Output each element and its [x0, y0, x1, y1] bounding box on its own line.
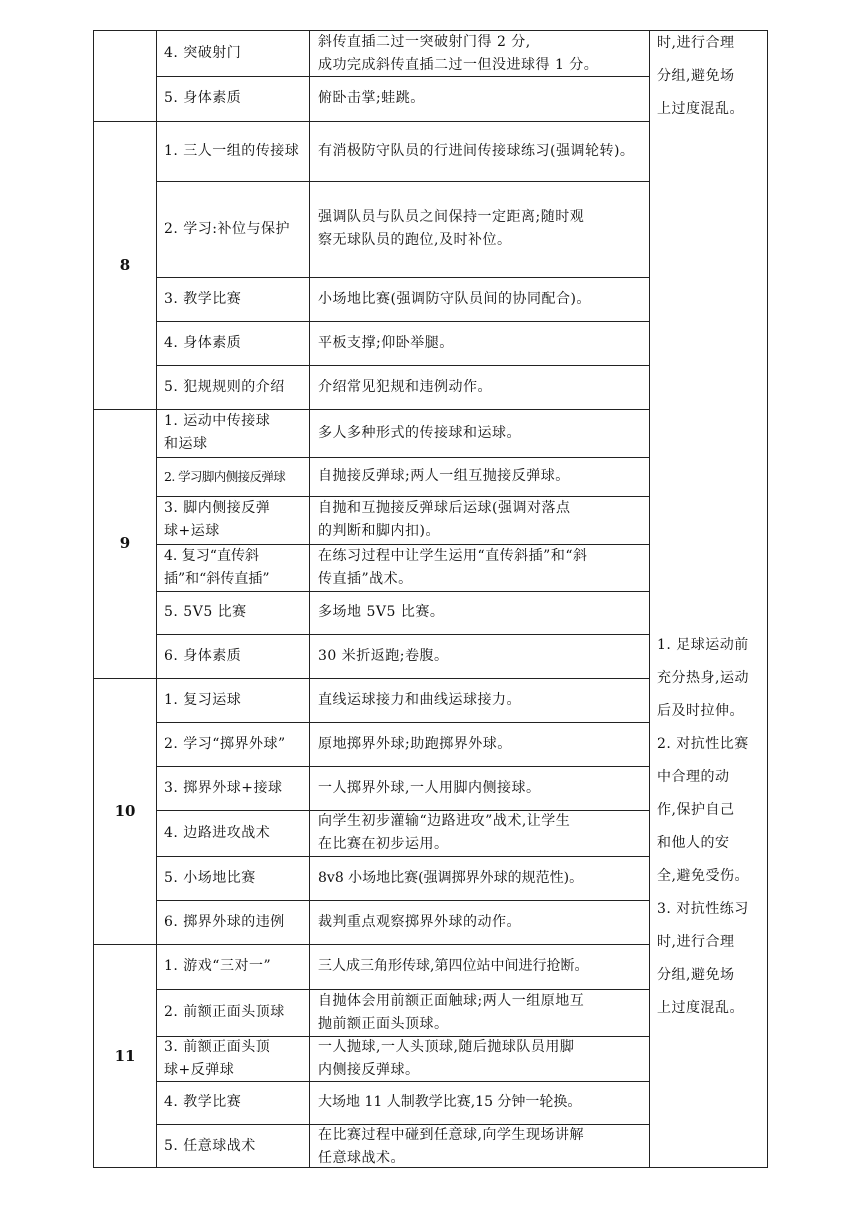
teaching-method-cell: 强调队员与队员之间保持一定距离;随时观 察无球队员的跑位,及时补位。	[318, 209, 585, 248]
teaching-method-cell: 俯卧击掌;蛙跳。	[318, 90, 425, 106]
lesson-number-cell: 8	[119, 255, 131, 274]
teaching-method-cell: 自抛和互抛接反弹球后运球(强调对落点 的判断和脚内扣)。	[318, 500, 571, 539]
teaching-method-cell: 三人成三角形传球,第四位站中间进行抢断。	[318, 958, 589, 974]
teaching-method-cell: 30 米折返跑;卷腹。	[318, 647, 449, 664]
lesson-content-cell: 1. 运动中传接球 和运球	[164, 413, 271, 452]
teaching-method-cell: 自抛体会用前额正面触球;两人一组原地互 抛前额正面头顶球。	[318, 992, 585, 1032]
teaching-method-cell: 裁判重点观察掷界外球的动作。	[318, 913, 521, 930]
lesson-number-cell: 11	[114, 1047, 136, 1065]
teaching-method-cell: 有消极防守队员的行进间传接球练习(强调轮转)。	[318, 142, 635, 159]
teaching-method-cell: 在比赛过程中碰到任意球,向学生现场讲解 任意球战术。	[318, 1126, 584, 1166]
lesson-content-cell: 4. 突破射门	[164, 45, 242, 61]
lesson-content-cell: 5. 任意球战术	[164, 1138, 256, 1154]
lesson-content-cell: 4. 复习“直传斜 插”和“斜传直插”	[164, 547, 270, 587]
lesson-content-cell: 1. 三人一组的传接球	[164, 142, 300, 159]
lesson-content-cell: 3. 脚内侧接反弹 球+运球	[164, 500, 271, 539]
safety-notes: 1. 足球运动前 充分热身,运动 后及时拉伸。 2. 对抗性比赛 中合理的动 作,保护自己 和他人的安 全,避免受伤。 3. 对抗性练习 时,进行合理 分组,避免场 上过度混乱。	[657, 637, 749, 1016]
lesson-content-cell: 4. 边路进攻战术	[164, 824, 271, 841]
teaching-method-cell: 一人掷界外球,一人用脚内侧接球。	[318, 779, 541, 796]
lesson-content-cell: 2. 学习“掷界外球”	[164, 735, 286, 752]
teaching-method-cell: 小场地比赛(强调防守队员间的协同配合)。	[318, 290, 591, 307]
lesson-content-cell: 5. 身体素质	[164, 90, 242, 106]
teaching-method-cell: 在练习过程中让学生运用“直传斜插”和“斜 传直插”战术。	[318, 547, 588, 587]
lesson-content-cell: 4. 教学比赛	[164, 1094, 242, 1110]
lesson-content-cell: 2. 学习脚内侧接反弹球	[164, 469, 286, 484]
lesson-number-cell: 9	[119, 534, 131, 552]
lesson-number-cell: 10	[114, 801, 136, 820]
teaching-method-cell: 原地掷界外球;助跑掷界外球。	[318, 735, 512, 752]
lesson-content-cell: 2. 前额正面头顶球	[164, 1004, 285, 1020]
lesson-content-cell: 1. 复习运球	[164, 691, 242, 708]
teaching-method-cell: 介绍常见犯规和违例动作。	[318, 378, 492, 395]
teaching-method-cell: 斜传直插二过一突破射门得 2 分, 成功完成斜传直插二过一但没进球得 1 分。	[318, 33, 599, 73]
teaching-method-cell: 直线运球接力和曲线运球接力。	[318, 691, 521, 708]
lesson-content-cell: 5. 小场地比赛	[164, 869, 256, 886]
teaching-method-cell: 多人多种形式的传接球和运球。	[318, 424, 521, 441]
lesson-content-cell: 6. 身体素质	[164, 647, 242, 664]
lesson-content-cell: 5. 5V5 比赛	[164, 604, 247, 620]
lesson-content-cell: 6. 掷界外球的违例	[164, 913, 285, 930]
teaching-method-cell: 8v8 小场地比赛(强调掷界外球的规范性)。	[318, 869, 584, 886]
lesson-content-cell: 3. 掷界外球+接球	[164, 779, 283, 796]
teaching-method-cell: 多场地 5V5 比赛。	[318, 604, 445, 620]
lesson-content-cell: 2. 学习:补位与保护	[164, 220, 291, 237]
teaching-method-cell: 大场地 11 人制教学比赛,15 分钟一轮换。	[318, 1094, 582, 1110]
lesson-content-cell: 1. 游戏“三对一”	[164, 958, 272, 974]
lesson-content-cell: 3. 前额正面头顶 球+反弹球	[164, 1038, 271, 1078]
lesson-plan-table	[93, 30, 768, 1168]
teaching-method-cell: 平板支撑;仰卧举腿。	[318, 334, 454, 351]
lesson-content-cell: 3. 教学比赛	[164, 290, 242, 307]
teaching-method-cell: 一人抛球,一人头顶球,随后抛球队员用脚 内侧接反弹球。	[318, 1038, 575, 1078]
safety-notes-continued: 时,进行合理 分组,避免场 上过度混乱。	[657, 35, 744, 117]
teaching-method-cell: 向学生初步灌输“边路进攻”战术,让学生 在比赛在初步运用。	[318, 813, 571, 852]
lesson-content-cell: 4. 身体素质	[164, 334, 242, 351]
lesson-content-cell: 5. 犯规规则的介绍	[164, 378, 285, 395]
teaching-method-cell: 自抛接反弹球;两人一组互抛接反弹球。	[318, 468, 570, 484]
